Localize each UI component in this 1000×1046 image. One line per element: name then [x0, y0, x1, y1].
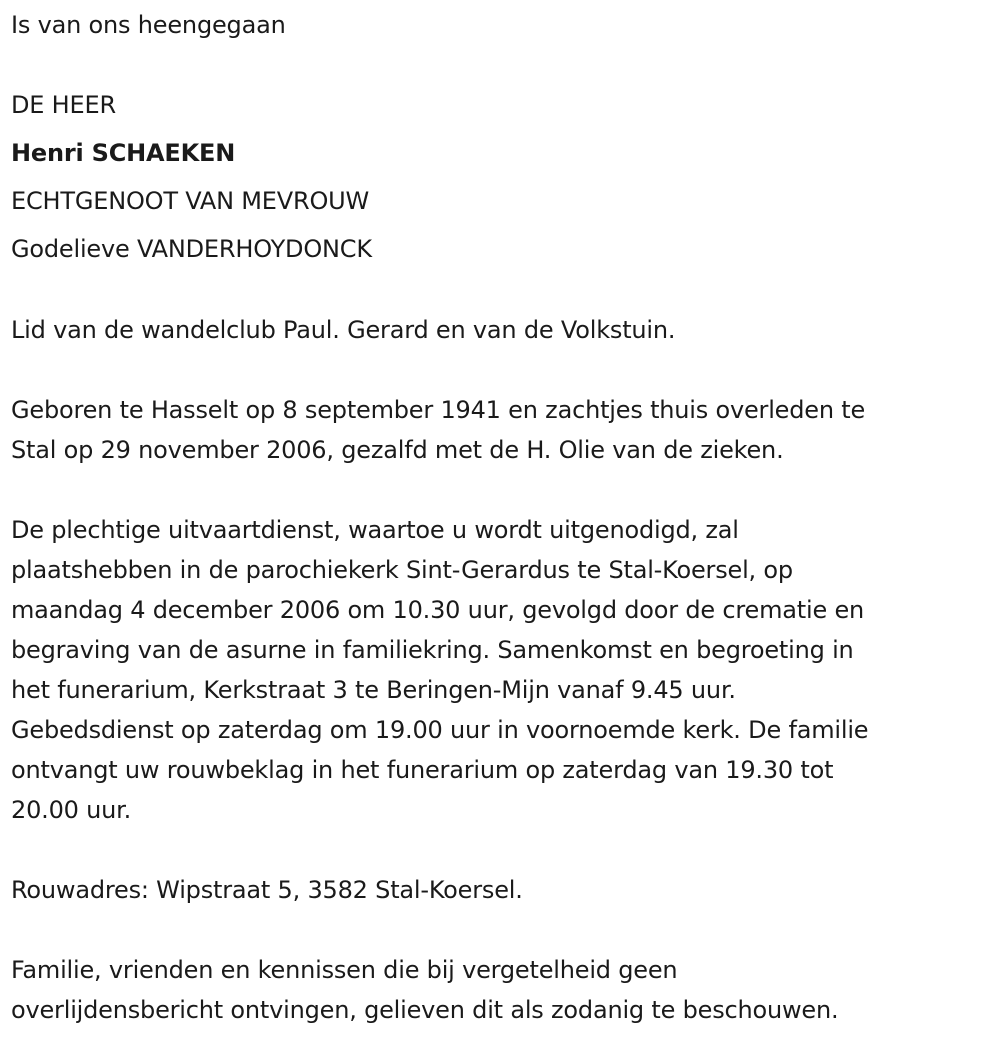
paragraph-line: overlijdensbericht ontvingen, gelieven dit als zodanig te beschouwen.	[11, 996, 839, 1024]
paragraph-line: Stal op 29 november 2006, gezalfd met de H. Olie van de zieken.	[11, 436, 784, 464]
address-text: Rouwadres: Wipstraat 5, 3582 Stal-Koersel.	[11, 876, 523, 904]
birth-death-paragraph	[11, 390, 865, 470]
paragraph-line: plaatshebben in de parochiekerk Sint-Gerardus te Stal-Koersel, op	[11, 556, 793, 584]
paragraph-line: 20.00 uur.	[11, 796, 132, 824]
paragraph-line: ontvangt uw rouwbeklag in het funerarium op zaterdag van 19.30 tot	[11, 756, 834, 784]
closing-paragraph	[11, 950, 838, 1030]
paragraph-line: Familie, vrienden en kennissen die bij vergetelheid geen	[11, 956, 678, 984]
paragraph-line: Gebedsdienst op zaterdag om 19.00 uur in voornoemde kerk. De familie	[11, 716, 869, 744]
deceased-name: Henri SCHAEKEN	[11, 139, 236, 167]
title-prefix: DE HEER	[11, 91, 116, 119]
service-paragraph	[11, 510, 868, 830]
membership-text: Lid van de wandelclub Paul. Gerard en van de Volkstuin.	[11, 316, 676, 344]
spouse-name: Godelieve VANDERHOYDONCK	[11, 235, 372, 263]
intro-text: Is van ons heengegaan	[11, 11, 286, 39]
paragraph-line: begraving van de asurne in familiekring. Samenkomst en begroeting in	[11, 636, 854, 664]
spouse-label: ECHTGENOOT VAN MEVROUW	[11, 187, 370, 215]
paragraph-line: Geboren te Hasselt op 8 september 1941 en zachtjes thuis overleden te	[11, 396, 866, 424]
paragraph-line: maandag 4 december 2006 om 10.30 uur, gevolgd door de crematie en	[11, 596, 865, 624]
paragraph-line: het funerarium, Kerkstraat 3 te Beringen-Mijn vanaf 9.45 uur.	[11, 676, 736, 704]
paragraph-line: De plechtige uitvaartdienst, waartoe u wordt uitgenodigd, zal	[11, 516, 739, 544]
